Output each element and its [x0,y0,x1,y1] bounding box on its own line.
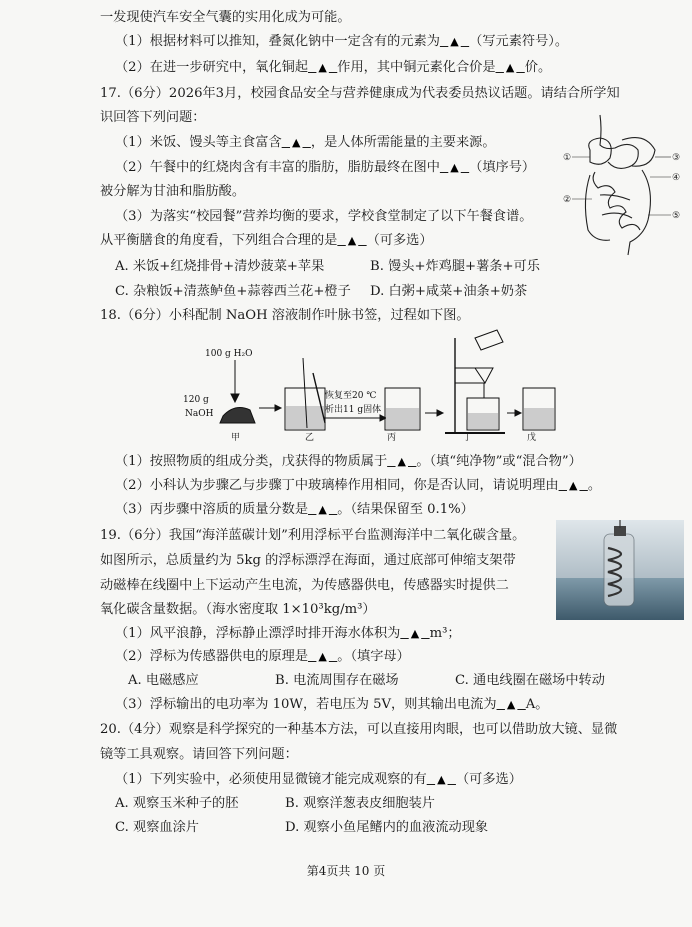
q18-1: （1）按照物质的组成分类，戊获得的物质属于 ▲ 。（填“纯净物”或“混合物”） [115,454,582,469]
step-wu: 戊 [527,433,537,443]
q20-1: （1）下列实验中，必须使用显微镜才能完成观察的有 ▲ （可多选） [115,772,522,787]
q16-1: （1）根据材料可以推知，叠氮化钠中一定含有的元素为 ▲ （写元素符号）。 [115,34,569,49]
q17-3b: 从平衡膳食的角度看，下列组合合理的是 ▲ （可多选） [100,233,433,248]
step-text-1: 恢复至20 ℃ [325,391,377,401]
step-jia: 甲 [231,433,241,443]
q19-2: （2）浮标为传感器供电的原理是 ▲ 。（填字母） [115,649,410,664]
water-label: 100 g H₂O [205,349,253,359]
text-line: 一发现使汽车安全气囊的实用化成为可能。 [100,10,351,25]
q17-2: （2）午餐中的红烧肉含有丰富的脂肪，脂肪最终在图中 ▲ （填序号） [115,160,536,175]
q18-heading: 18.（6分）小科配制 NaOH 溶液制作叶脉书签，过程如下图。 [100,308,470,323]
q17-1: （1）米饭、馒头等主食富含 ▲ ，是人体所需能量的主要来源。 [115,135,496,150]
q20-option-d: D. 观察小鱼尾鳍内的血液流动现象 [285,820,489,835]
step-ding: 丁 [463,433,473,443]
naoh-mass-label: 120 g [183,395,209,405]
q16-2: （2）在进一步研究中，氧化铜起 ▲ 作用，其中铜元素化合价是 ▲ 价。 [115,60,552,75]
q17-2b: 被分解为甘油和脂肪酸。 [100,184,246,199]
q18-2: （2）小科认为步骤乙与步骤丁中玻璃棒作用相同，你是否认同，请说明理由 ▲ 。 [115,478,602,493]
q20-option-b: B. 观察洋葱表皮细胞装片 [285,796,435,811]
q19-3: （3）浮标输出的电功率为 10W，若电压为 5V，则其输出电流为 ▲ A。 [115,697,549,712]
q20-heading: 20.（4分）观察是科学探究的一种基本方法，可以直接用肉眼，也可以借助放大镜、显微 [100,722,618,737]
q20-line-b: 镜等工具观察。请回答下列问题： [100,747,298,762]
q17-option-a: A. 米饭+红烧排骨+清炒菠菜+苹果 [115,259,325,274]
label-5: ⑤ [672,211,681,221]
q17-option-b: B. 馒头+炸鸡腿+薯条+可乐 [370,259,540,274]
q19-option-a: A. 电磁感应 [128,673,199,688]
q19-heading: 19.（6分）我国“海洋蓝碳计划”利用浮标平台监测海洋中二氧化碳含量。 [100,528,526,543]
page-footer: 第4页共 10 页 [306,864,386,878]
q17-3: （3）为落实“校园餐”营养均衡的要求，学校食堂制定了以下午餐食谱。 [115,209,533,224]
naoh-label: NaOH [185,409,214,419]
label-1: ① [563,153,572,163]
naoh-process-figure [175,328,565,448]
label-3: ③ [672,153,681,163]
q20-option-c: C. 观察血涂片 [115,820,199,835]
q17-option-c: C. 杂粮饭+清蒸鲈鱼+蒜蓉西兰花+橙子 [115,284,351,299]
q19-line-c: 动磁棒在线圈中上下运动产生电流，为传感器供电，传感器实时提供二 [100,578,509,593]
label-2: ② [563,195,572,205]
q19-option-b: B. 电流周围存在磁场 [275,673,399,688]
q18-3: （3）丙步骤中溶质的质量分数是 ▲ 。（结果保留至 0.1%） [115,502,474,517]
step-text-2: 析出11 g固体 [325,405,382,415]
q20-option-a: A. 观察玉米种子的胚 [115,796,239,811]
digestive-system-figure [560,110,685,260]
q19-line-d: 氧化碳含量数据。（海水密度取 1×10³kg/m³） [100,602,376,617]
q17-heading-2: 识回答下列问题： [100,110,206,125]
q17-option-d: D. 白粥+咸菜+油条+奶茶 [370,284,528,299]
q19-line-b: 如图所示，总质量约为 5kg 的浮标漂浮在海面，通过底部可伸缩支架带 [100,553,516,568]
label-4: ④ [672,173,681,183]
buoy-photo [556,520,684,620]
q19-1: （1）风平浪静，浮标静止漂浮时排开海水体积为 ▲ m³； [115,626,461,641]
q19-option-c: C. 通电线圈在磁场中转动 [455,673,605,688]
q17-heading: 17.（6分）2026年3月，校园食品安全与营养健康成为代表委员热议话题。请结合所学知 [100,86,620,101]
step-yi: 乙 [305,433,315,443]
step-bing: 丙 [387,433,397,443]
